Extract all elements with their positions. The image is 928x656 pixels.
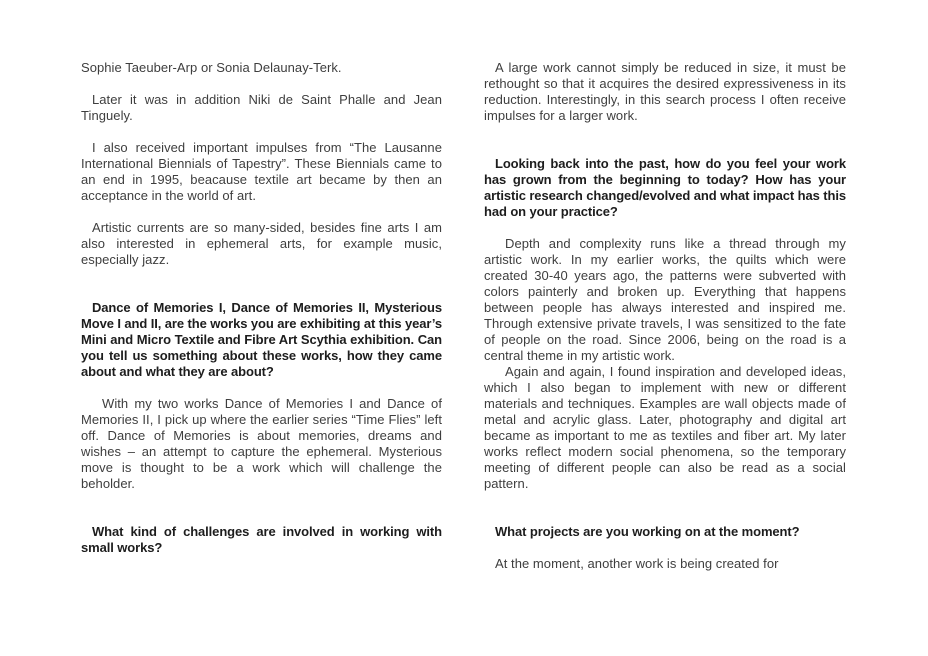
interview-question: What projects are you working on at the moment? [495, 524, 800, 539]
interview-answer-paragraph: Later it was in addition Niki de Saint Phalle and Jean Tinguely. [81, 92, 442, 123]
right-column [484, 60, 846, 588]
interview-answer-paragraph: At the moment, another work is being created for [495, 556, 779, 571]
interview-answer-paragraph: I also received important impulses from “The Lausanne International Biennials of Tapestry”. These Biennials came to an end in 1995, beacause textile art became by then an acceptance in the world of art. [81, 140, 442, 203]
interview-answer-paragraph: Again and again, I found inspiration and developed ideas, which I also began to implement with new or different materials and techniques. Examples are wall objects made of metal and acrylic glass. Later, photography and digital art became as important to me as textiles and fiber art. My later works reflect modern social phenomena, so the temporary meeting of different people can also be read as a social pattern. [484, 364, 846, 491]
interview-answer-paragraph: Artistic currents are so many-sided, besides fine arts I am also interested in ephemeral arts, for example music, especially jazz. [81, 220, 442, 267]
interview-answer-paragraph: With my two works Dance of Memories I and Dance of Memories II, I pick up where the earlier series “Time Flies” left off. Dance of Memories is about memories, dreams and wishes – an attempt to capture the ephemeral. Mysterious move is thought to be a work which will challenge the beholder. [81, 396, 442, 491]
interview-answer-paragraph: A large work cannot simply be reduced in size, it must be rethought so that it acquires the desired expressiveness in its reduction. Interestingly, in this search process I often receive impulses for a larger work. [484, 60, 846, 123]
interview-question: Dance of Memories I, Dance of Memories II, Mysterious Move I and II, are the works you are exhibiting at this year’s Mini and Micro Textile and Fibre Art Scythia exhibition. Can you tell us something about these works, how they came about and what they are about? [81, 300, 442, 379]
left-column [81, 60, 442, 572]
interview-answer-paragraph: Depth and complexity runs like a thread through my artistic work. In my earlier works, the quilts which were created 30-40 years ago, the patterns were subverted with colors painterly and broken up. Everything that happens between people has always interested and inspired me. Through extensive private travels, I was sensitized to the fate of people on the road. Since 2006, being on the road is a central theme in my artistic work. [484, 236, 846, 363]
interview-question: Looking back into the past, how do you feel your work has grown from the beginning to today? How has your artistic research changed/evolved and what impact has this had on your practice? [484, 156, 846, 219]
interview-question: What kind of challenges are involved in working with small works? [81, 524, 442, 555]
interview-answer-paragraph: Sophie Taeuber-Arp or Sonia Delaunay-Terk. [81, 60, 342, 75]
